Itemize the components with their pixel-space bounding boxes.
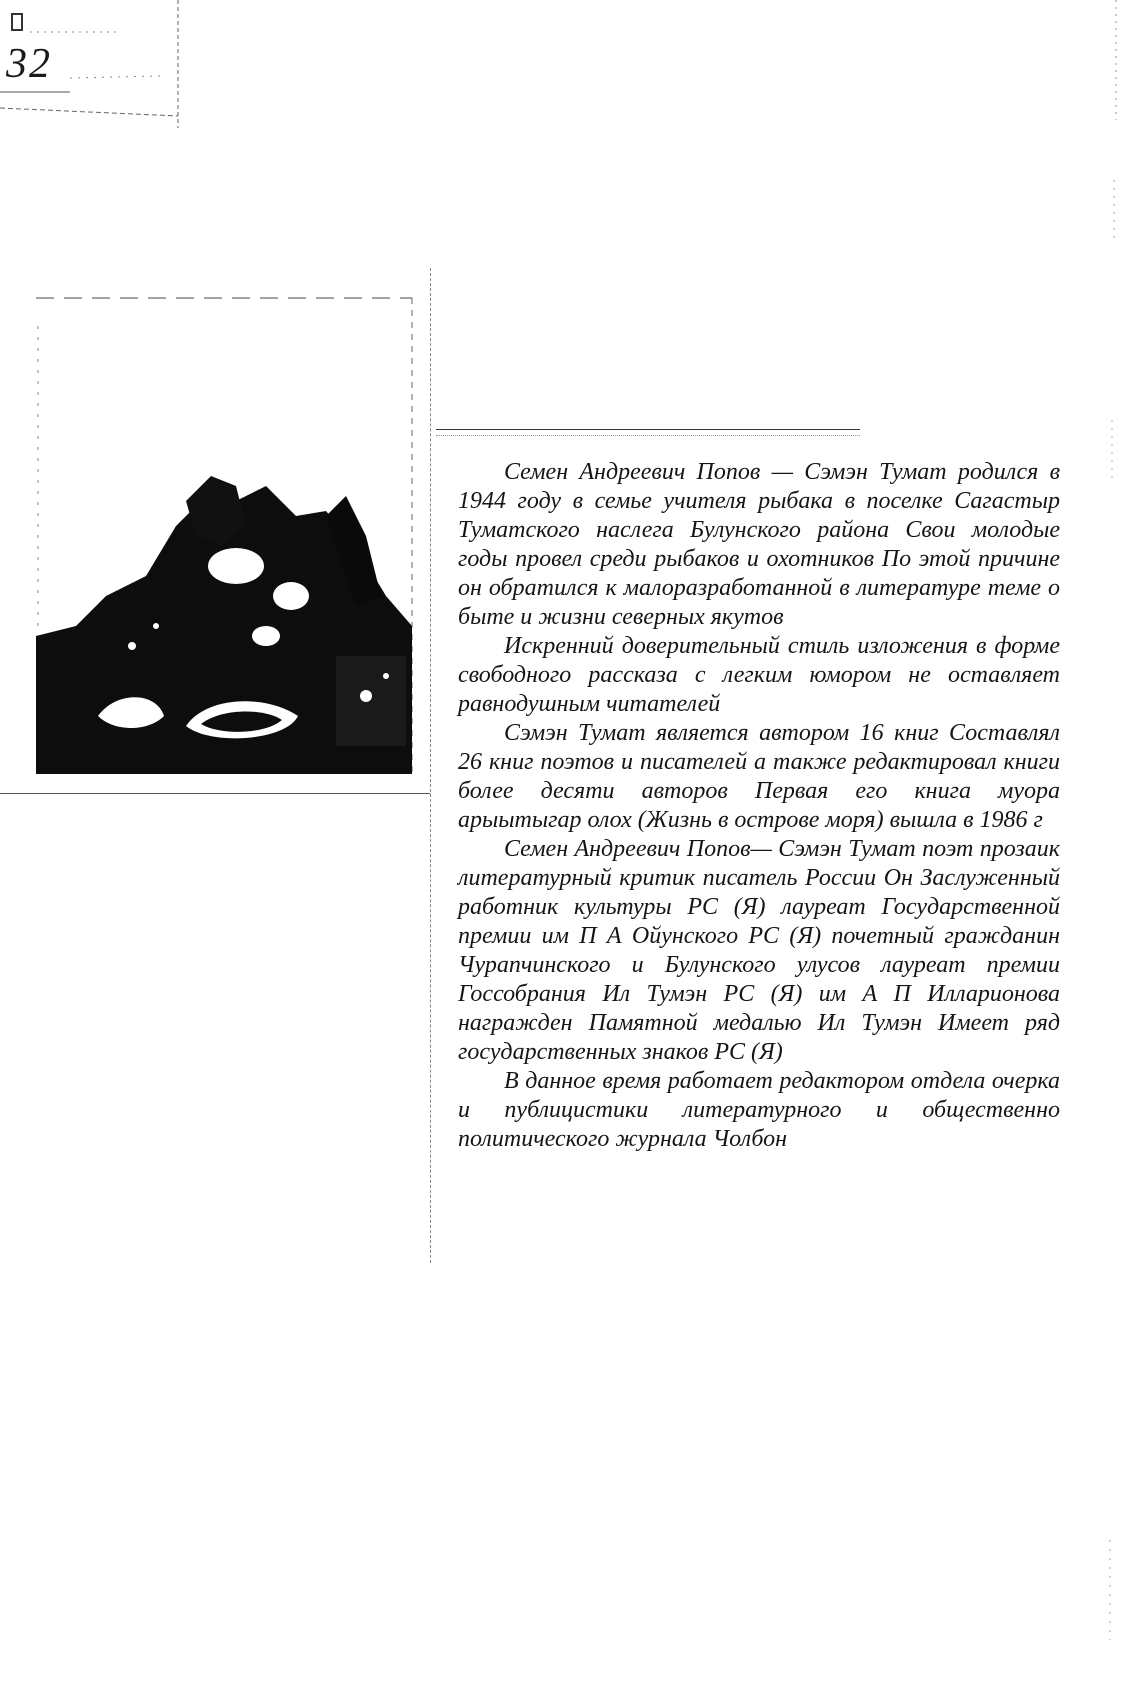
bio-paragraph: Семен Андреевич Попов— Сэмэн Тумат поэт прозаик литературный критик писатель России Он Заслуженный работник культуры РС (Я) лауреат Государственной премии им П А Ойунского РС (Я) почетный гражданин Чурапчинского и Булунского улусов лауреат премии Госсобрания Ил Тумэн РС (Я) им А П Илларионова награжден Памятной медалью Ил Тумэн Имеет ряд государственных знаков РС (Я) [458,836,1060,1065]
bio-paragraph: Искренний доверительный стиль изложения в форме свободного рассказа с легким юмором не оставляет равнодушным читателей [458,633,1060,717]
stamp-number: 32 [6,41,52,87]
bio-paragraph: В данное время работает редактором отдела очерка и публицистики литературного и общественно политического журнала Чолбон [458,1068,1060,1152]
column-divider [430,268,431,1263]
biography-text [458,458,1060,1154]
bio-paragraph: Семен Андреевич Попов — Сэмэн Тумат родился в 1944 году в семье учителя рыбака в поселке Сагастыр Туматского наслега Булунского района Свои молодые годы провел среди рыбаков и охотников По этой причине он обратился к малоразработанной в литературе теме о быте и жизни северных якутов [458,459,1060,630]
edge-marks [1098,0,1124,1684]
photo-image [36,296,416,776]
archive-stamp [0,0,190,130]
text-top-rule [436,429,860,430]
bio-paragraph: Сэмэн Тумат является автором 16 книг Составлял 26 книг поэтов и писателей а также редактировал книги более десяти авторов Первая его книга муора арыытыгар олох (Жизнь в острове моря) вышла в 1986 г [458,720,1060,833]
portrait-photo [36,296,416,776]
photo-bottom-rule [0,793,430,794]
text-top-rule-faint [436,435,860,436]
scan-edge-noise [1098,0,1124,1684]
